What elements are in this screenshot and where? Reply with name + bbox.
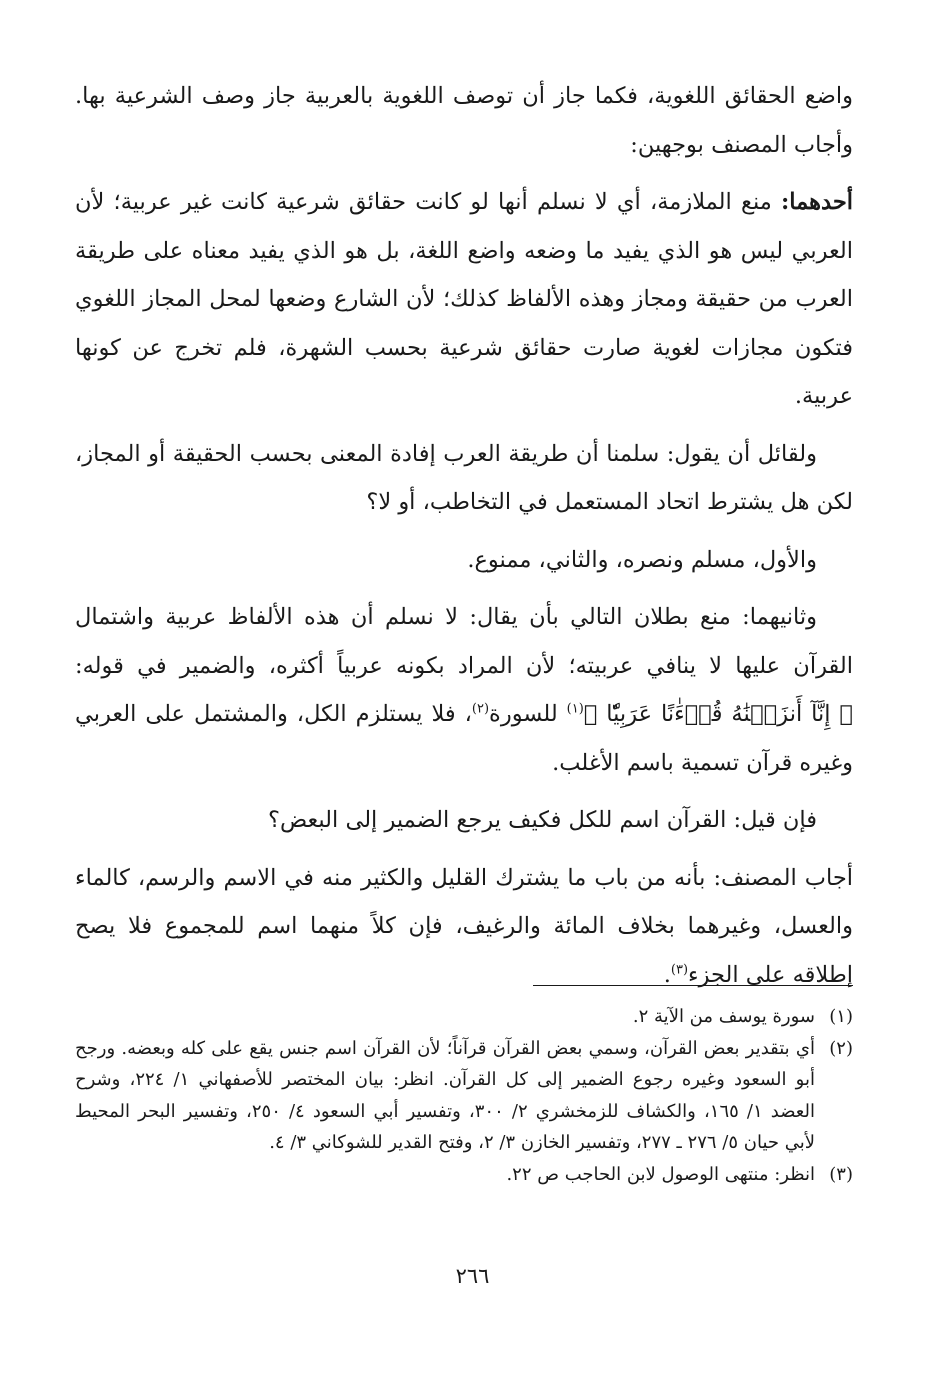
footnote-1 xyxy=(75,1001,853,1033)
footnote-ref-3[interactable]: (٣) xyxy=(670,962,689,977)
paragraph-7-text-b: . xyxy=(663,961,671,988)
footnote-number: (١) xyxy=(829,1006,853,1027)
paragraph-7-text-a: أجاب المصنف: بأنه من باب ما يشترك القليل والكثير منه في الاسم والرسم، كالماء والعسل، وغيرهما بخلاف المائة والرغيف، فإن كلاً منهما اسم للمجموع فلا يصح إطلاقه على الجزء xyxy=(75,864,853,988)
footnote-2 xyxy=(75,1033,853,1159)
paragraph-3 xyxy=(75,430,853,527)
main-text xyxy=(75,72,853,1008)
paragraph-7 xyxy=(75,854,853,1000)
paragraph-5-text-c: ، فلا يستلزم الكل، والمشتمل على العربي وغيره قرآن تسمية باسم الأغلب. xyxy=(75,701,853,776)
paragraph-3-text: ولقائل أن يقول: سلمنا أن طريقة العرب إفادة المعنى بحسب الحقيقة أو المجاز، لكن هل يشترط اتحاد المستعمل في التخاطب، أو لا؟ xyxy=(75,440,853,515)
paragraph-5 xyxy=(75,593,853,787)
footnote-ref-1[interactable]: (١) xyxy=(566,701,584,717)
footnote-text: أي بتقدير بعض القرآن، وسمي بعض القرآن قرآناً؛ لأن القرآن اسم جنس يقع على كله وبعضه. ورجح أبو السعود وغيره رجوع الضمير إلى كل القرآن. انظر: بيان المختصر للأصفهاني ١/ ٢٢٤، وشرح العضد ١/ ١٦٥، والكشاف للزمخشري ٢/ ٣٠٠، وتفسير أبي السعود ٤/ ٢٥٠، وتفسير البحر المحيط لأبي حيان ٥/ ٢٧٦ ـ ٢٧٧، وتفسير الخازن ٣/ ٢، وفتح القدير للشوكاني ٣/ ٤. xyxy=(75,1037,815,1153)
footnote-text: سورة يوسف من الآية ٢. xyxy=(632,1006,815,1027)
paragraph-4 xyxy=(75,536,853,585)
paragraph-6-text: فإن قيل: القرآن اسم للكل فكيف يرجع الضمير إلى البعض؟ xyxy=(268,807,817,833)
paragraph-1-text: واضع الحقائق اللغوية، فكما جاز أن توصف اللغوية بالعربية جاز وصف الشرعية بها. وأجاب المصنف بوجهين: xyxy=(75,83,853,158)
footnote-separator xyxy=(533,985,853,986)
paragraph-1 xyxy=(75,72,853,169)
footnotes xyxy=(75,1001,853,1190)
paragraph-5-text-a: وثانيهما: منع بطلان التالي بأن يقال: لا نسلم أن هذه الألفاظ عربية واشتمال القرآن عليها لا ينافي عربيته؛ لأن المراد بكونه عربياً أكثره، والضمير في قوله: xyxy=(75,604,853,679)
paragraph-2-text: منع الملازمة، أي لا نسلم أنها لو كانت حقائق شرعية كانت غير عربية؛ لأن العربي ليس هو الذي يفيد ما وضعه واضع اللغة، بل هو الذي يفيد معناه على طريقة العرب من حقيقة ومجاز وهذه الألفاظ كذلك؛ لأن الشارع وضعها لمحل المجاز اللغوي فتكون مجازات لغوية صارت حقائق شرعية بحسب الشهرة، فلم تخرج عن كونها عربية. xyxy=(75,189,853,409)
quran-verse: ﴿ إِنَّآ أَنزَلۡنَٰهُ قُرۡءَٰنًا عَرَبِيّٗا ﴾ xyxy=(583,701,854,727)
paragraph-4-text: والأول، مسلم ونصره، والثاني، ممنوع. xyxy=(467,546,817,573)
footnote-text: انظر: منتهى الوصول لابن الحاجب ص ٢٢. xyxy=(506,1163,815,1185)
paragraph-2 xyxy=(75,178,853,421)
footnote-number: (٣) xyxy=(829,1163,853,1185)
page-number: ٢٦٦ xyxy=(455,1264,490,1288)
footnote-3 xyxy=(75,1159,853,1191)
first-answer-label: أحدهما: xyxy=(780,189,853,215)
paragraph-6 xyxy=(75,796,853,845)
footnote-number: (٢) xyxy=(829,1037,853,1059)
paragraph-5-text-b: للسورة xyxy=(489,701,567,727)
footnote-ref-2[interactable]: (٢) xyxy=(471,701,490,717)
